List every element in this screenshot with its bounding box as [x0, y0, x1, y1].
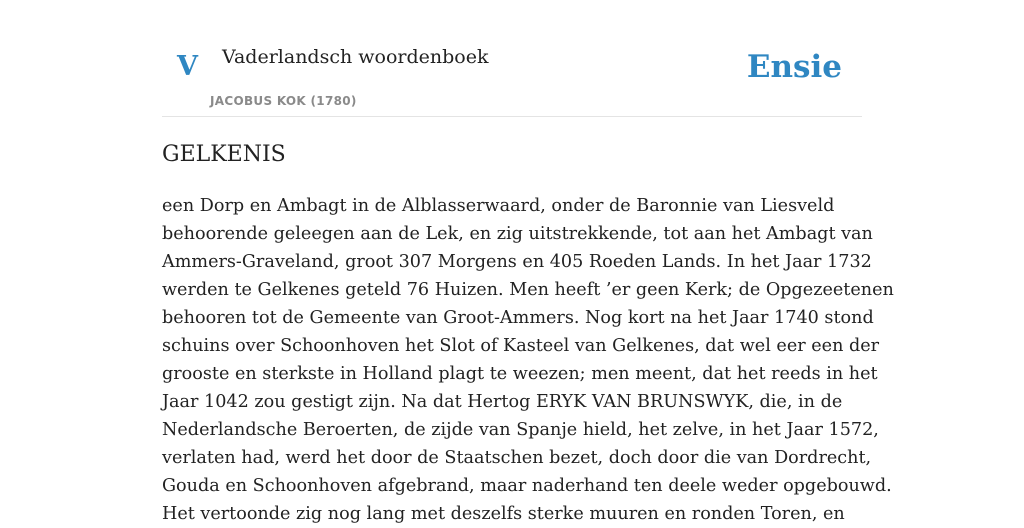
entry-line: werden te Gelkenes geteld 76 Huizen. Men heeft ’er geen Kerk; de Opgezeetenen [162, 280, 894, 300]
dictionary-author: JACOBUS KOK (1780) [210, 94, 357, 108]
entry-line: Het vertoonde zig nog lang met deszelfs sterke muuren en ronden Toren, en [162, 504, 845, 524]
entry-line: Gouda en Schoonhoven afgebrand, maar naderhand ten deele weder opgebouwd. [162, 476, 892, 496]
entry-title: GELKENIS [162, 142, 286, 167]
entry-line: verlaten had, werd het door de Staatschen bezet, doch door die van Dordrecht, [162, 448, 872, 468]
entry-line: grooste en sterkste in Holland plagt te weezen; men meent, dat het reeds in het [162, 364, 878, 384]
entry-line: een Dorp en Ambagt in de Alblasserwaard, onder de Baronnie van Liesveld [162, 196, 835, 216]
dictionary-header [162, 0, 862, 117]
entry-line: Jaar 1042 zou gestigt zijn. Na dat Hertog ERYK VAN BRUNSWYK, die, in de [162, 392, 843, 412]
entry-line: behooren tot de Gemeente van Groot-Ammers. Nog kort na het Jaar 1740 stond [162, 308, 874, 328]
dictionary-title[interactable]: Vaderlandsch woordenboek [222, 46, 489, 68]
entry-line: schuins over Schoonhoven het Slot of Kasteel van Gelkenes, dat wel eer een der [162, 336, 880, 356]
entry-line: Nederlandsche Beroerten, de zijde van Spanje hield, het zelve, in het Jaar 1572, [162, 420, 879, 440]
entry-line: behoorende geleegen aan de Lek, en zig uitstrekkende, tot aan het Ambagt van [162, 224, 873, 244]
entry-line: Ammers-Graveland, groot 307 Morgens en 405 Roeden Lands. In het Jaar 1732 [162, 252, 872, 272]
volume-letter[interactable]: V [177, 51, 198, 82]
brand-logo-link[interactable]: Ensie [746, 49, 842, 85]
entry-body [162, 192, 894, 528]
